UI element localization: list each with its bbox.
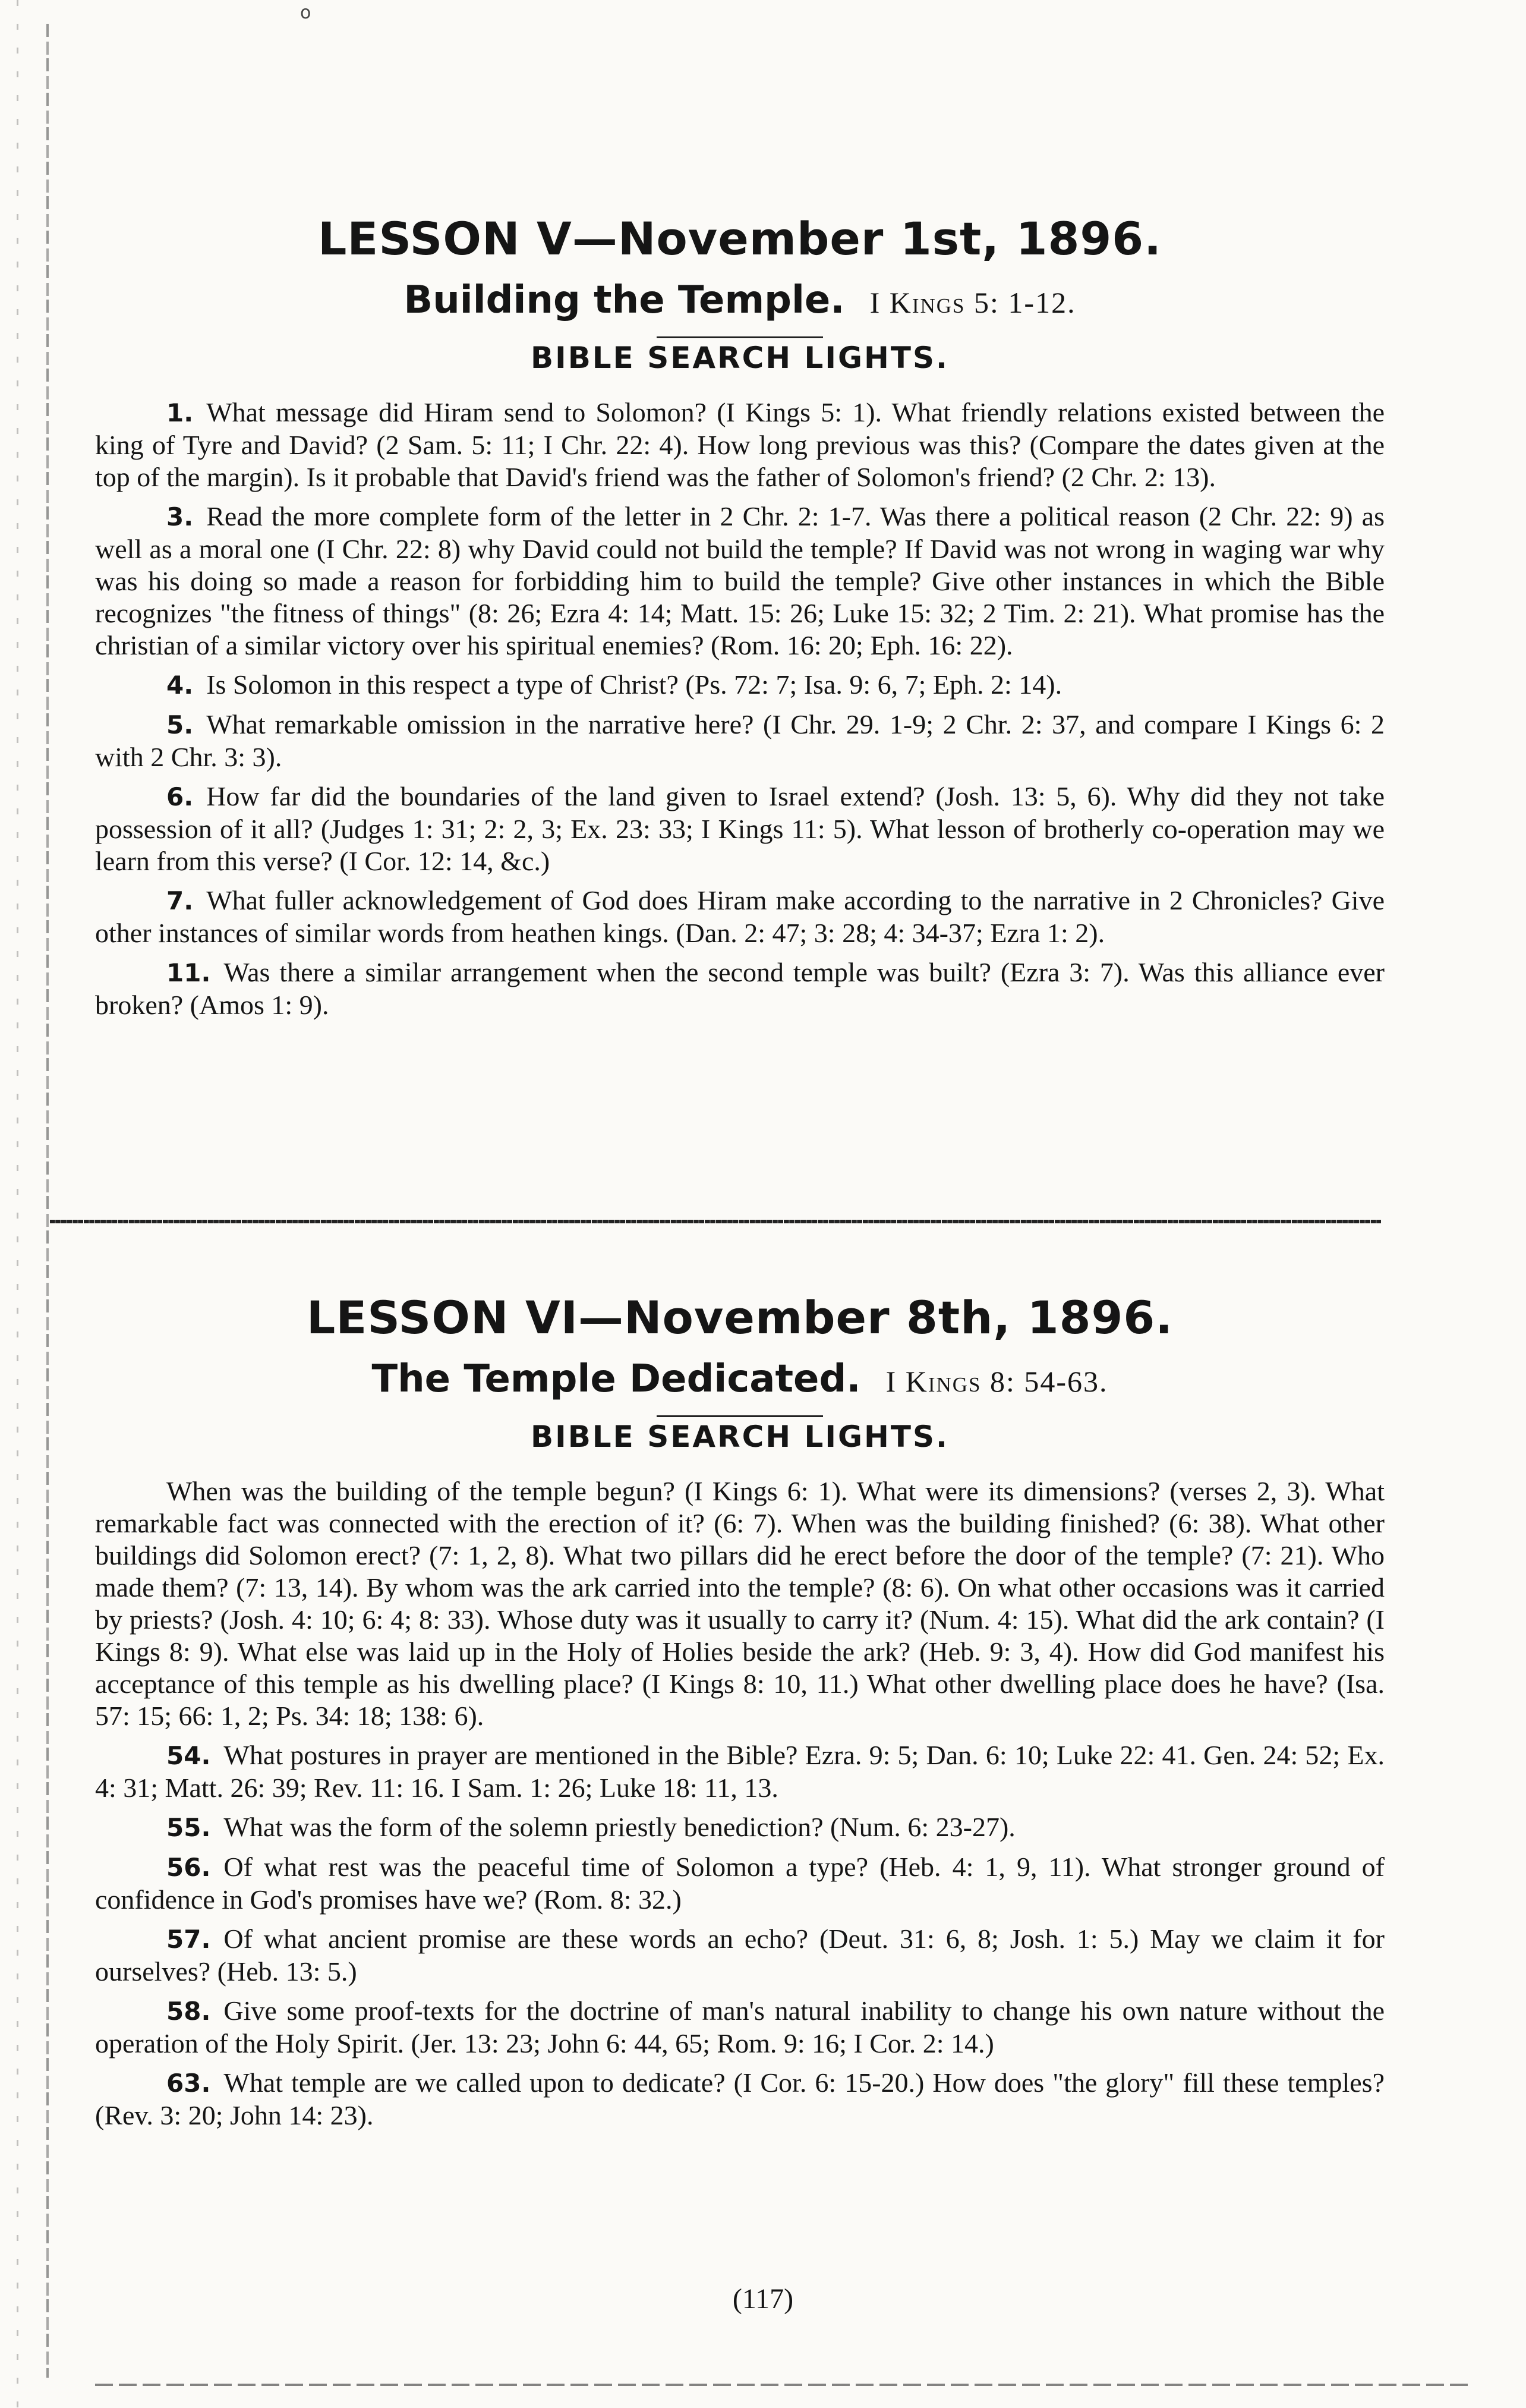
- question-text: How far did the boundaries of the land given to Israel extend? (Josh. 13: 5, 6). Why did they not take possession of it all? (Judges 1: 31; 2: 2, 3; Ex. 23: 33; I Kings 11: 5). What lesson of brotherly co-operation may we learn from this verse? (I Cor. 12: 14, &c.): [95, 780, 1385, 876]
- question: [95, 669, 1385, 701]
- scan-margin-line: [46, 24, 49, 2378]
- question-number: 55.: [166, 1812, 211, 1842]
- question: [95, 1739, 1385, 1804]
- lesson-6: [95, 1293, 1385, 2139]
- question-number: 57.: [166, 1924, 211, 1954]
- question-text: Of what rest was the peaceful time of Solomon a type? (Heb. 4: 1, 9, 11). What stronger ground of confidence in God's promises have we? (Rom. 8: 32.): [95, 1851, 1385, 1915]
- question-text: Was there a similar arrangement when the second temple was built? (Ezra 3: 7). Was this alliance ever broken? (Amos 1: 9).: [95, 956, 1385, 1020]
- scripture-reference: I Kings 8: 54-63.: [885, 1364, 1108, 1398]
- question: [95, 884, 1385, 949]
- scan-edge: [17, 0, 18, 2408]
- question-number: 58.: [166, 1996, 211, 2026]
- question-number: 1.: [166, 398, 194, 427]
- question: [95, 1811, 1385, 1844]
- question-number: 6.: [166, 782, 194, 811]
- lesson-5: [95, 214, 1385, 1028]
- question-text: Give some proof-texts for the doctrine of man's natural inability to change his own nature without the operation of the Holy Spirit. (Jer. 13: 23; John 6: 44, 65; Rom. 9: 16; I Cor. 2: 14.): [95, 1995, 1385, 2058]
- scripture-reference: I Kings 5: 1-12.: [869, 285, 1076, 319]
- question-list: [95, 1739, 1385, 2132]
- section-heading: BIBLE SEARCH LIGHTS.: [530, 340, 950, 375]
- question-number: 3.: [166, 502, 194, 531]
- question-number: 4.: [166, 670, 194, 700]
- question: [95, 956, 1385, 1021]
- top-mark: o: [300, 2, 311, 23]
- question-number: 56.: [166, 1852, 211, 1882]
- section-divider: [50, 1220, 1381, 1223]
- intro-paragraph: When was the building of the temple begun? (I Kings 6: 1). What were its dimensions? (verses 2, 3). What remarkable fact was connected with the erection of it? (6: 7). When was the building finished? (6: 38). What other buildings did Solomon erect? (7: 1, 2, 8). What two pillars did he erect before the door of the temple? (7: 21). Who made them? (7: 13, 14). By whom was the ark carried into the temple? (8: 6). On what other occasions was it carried by priests? (Josh. 4: 10; 6: 4; 8: 33). Whose duty was it usually to carry it? (Num. 4: 15). What did the ark contain? (I Kings 8: 9). What else was laid up in the Holy of Holies beside the ark? (Heb. 9: 3, 4). How did God manifest his acceptance of this temple as his dwelling place? (I Kings 8: 10, 11.) What other dwelling place does he have? (Isa. 57: 15; 66: 1, 2; Ps. 34: 18; 138: 6).: [95, 1475, 1385, 1731]
- question-number: 63.: [166, 2068, 211, 2098]
- question: [95, 396, 1385, 493]
- question-text: Is Solomon in this respect a type of Christ? (Ps. 72: 7; Isa. 9: 6, 7; Eph. 2: 14).: [206, 669, 1062, 700]
- bottom-scan-edge: [95, 2384, 1474, 2386]
- question-text: Read the more complete form of the letter in 2 Chr. 2: 1-7. Was there a political reason (2 Chr. 22: 9) as well as a moral one (I Chr. 22: 8) why David could not build the temple? If David was not wrong in waging war why was his doing so made a reason for forbidding him to build the temple? Give other instances in which the Bible recognizes "the fitness of things" (8: 26; Ezra 4: 14; Matt. 15: 26; Luke 15: 32; 2 Tim. 2: 21). What promise has the christian of a similar victory over his spiritual enemies? (Rom. 16: 20; Eph. 16: 22).: [95, 501, 1385, 660]
- page-number: (117): [732, 2283, 794, 2315]
- question-text: Of what ancient promise are these words an echo? (Deut. 31: 6, 8; Josh. 1: 5.) May we claim it for ourselves? (Heb. 13: 5.): [95, 1923, 1385, 1987]
- question-text: What temple are we called upon to dedicate? (I Cor. 6: 15-20.) How does "the glory" fill these temples? (Rev. 3: 20; John 14: 23).: [95, 2067, 1385, 2130]
- short-rule: [657, 336, 823, 338]
- question-text: What postures in prayer are mentioned in the Bible? Ezra. 9: 5; Dan. 6: 10; Luke 22: 41. Gen. 24: 52; Ex. 4: 31; Matt. 26: 39; Rev. 11: 16. I Sam. 1: 26; Luke 18: 11, 13.: [95, 1739, 1385, 1803]
- question-number: 54.: [166, 1740, 211, 1770]
- short-rule: [657, 1415, 823, 1417]
- question: [95, 2067, 1385, 2132]
- question: [95, 1995, 1385, 2060]
- lesson-subtitle: [95, 1358, 1385, 1400]
- question-number: 11.: [166, 958, 211, 987]
- question-text: What fuller acknowledgement of God does Hiram make according to the narrative in 2 Chronicles? Give other instances of similar words from heathen kings. (Dan. 2: 47; 3: 28; 4: 34-37; Ezra 1: 2).: [95, 884, 1385, 948]
- question-number: 5.: [166, 710, 194, 739]
- section-heading: BIBLE SEARCH LIGHTS.: [530, 1419, 950, 1454]
- lesson-subtitle: [95, 279, 1385, 321]
- question: [95, 1923, 1385, 1988]
- question: [95, 501, 1385, 662]
- lesson-subtitle-text: The Temple Dedicated.: [371, 1356, 861, 1401]
- question-text: What message did Hiram send to Solomon? (I Kings 5: 1). What friendly relations existed between the king of Tyre and David? (2 Sam. 5: 11; I Chr. 22: 4). How long previous was this? (Compare the dates given at the top of the margin). Is it probable that David's friend was the father of Solomon's friend? (2 Chr. 2: 13).: [95, 396, 1385, 492]
- lesson-subtitle-text: Building the Temple.: [403, 278, 845, 322]
- question: [95, 1851, 1385, 1916]
- lesson-title: LESSON V—November 1st, 1896.: [317, 212, 1162, 265]
- question-number: 7.: [166, 886, 194, 915]
- question: [95, 709, 1385, 773]
- question-list: [95, 396, 1385, 1021]
- question-text: What remarkable omission in the narrative here? (I Chr. 29. 1-9; 2 Chr. 2: 37, and compare I Kings 6: 2 with 2 Chr. 3: 3).: [95, 709, 1385, 772]
- question: [95, 780, 1385, 877]
- question-text: What was the form of the solemn priestly benediction? (Num. 6: 23-27).: [223, 1811, 1016, 1842]
- lesson-title: LESSON VI—November 8th, 1896.: [306, 1291, 1174, 1344]
